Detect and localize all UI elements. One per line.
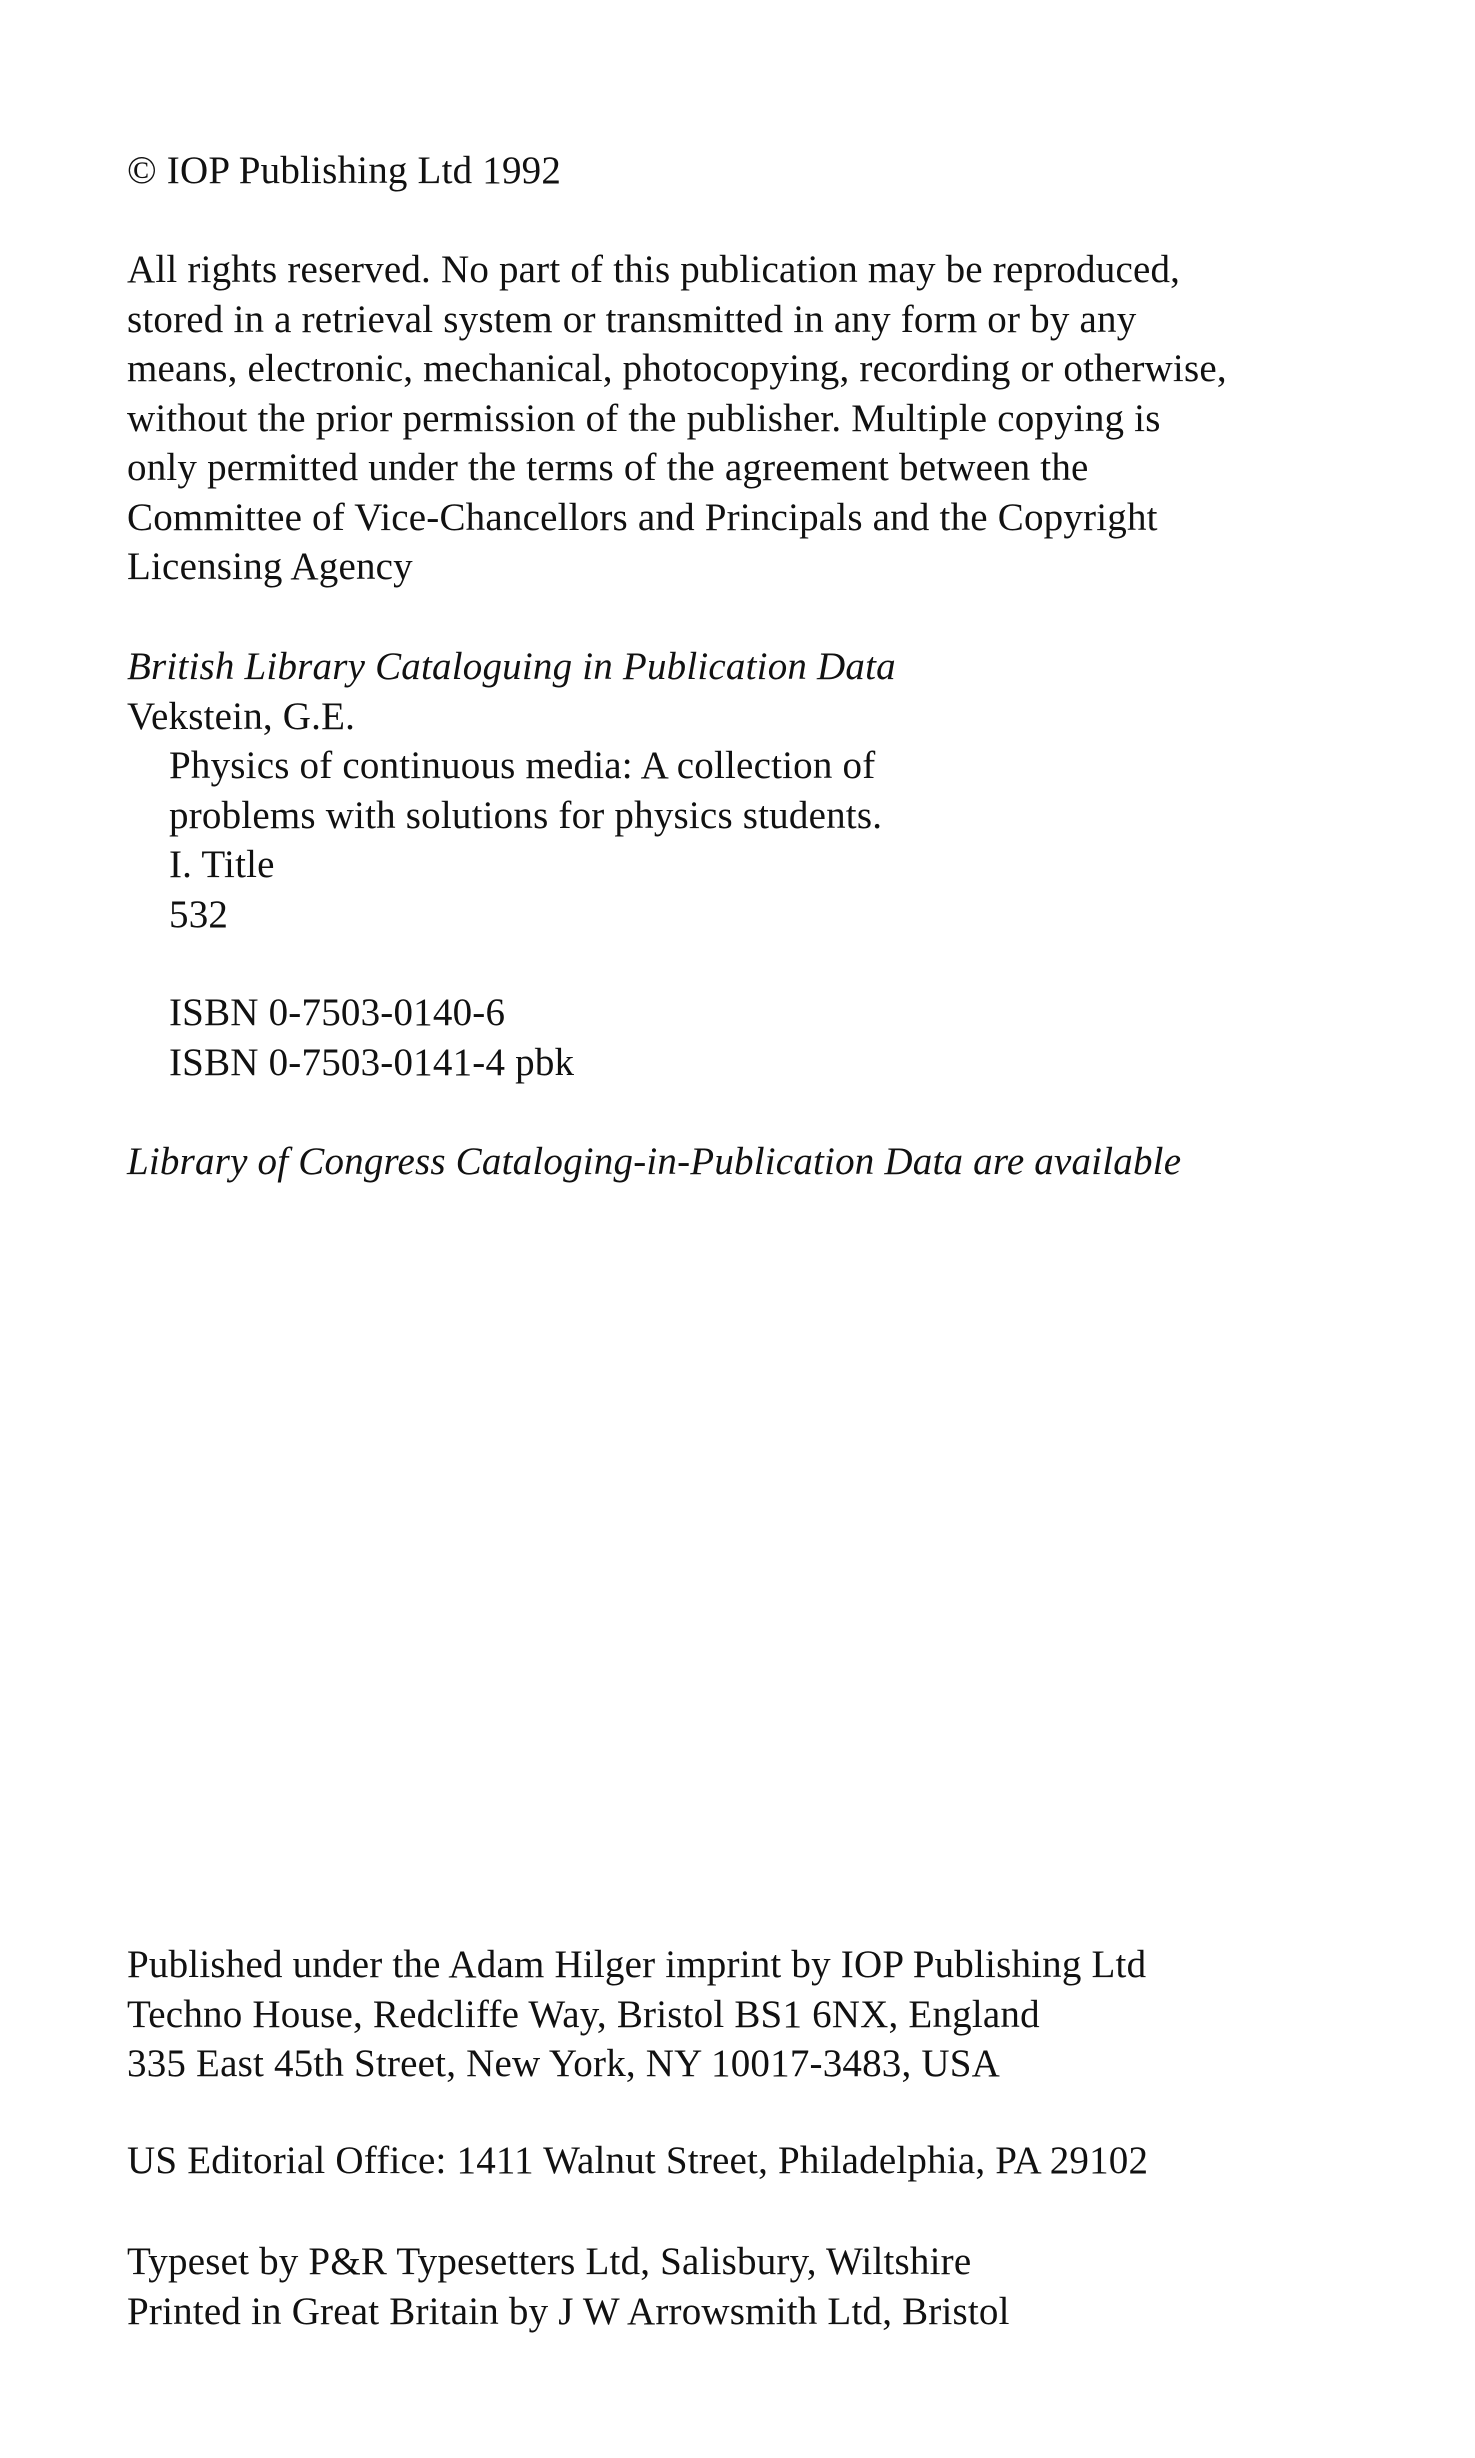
isbn-hardback: ISBN 0-7503-0140-6 xyxy=(169,991,506,1034)
rights-line: means, electronic, mechanical, photocopying, recording or otherwise, xyxy=(127,347,1227,390)
publisher-address-uk: Techno House, Redcliffe Way, Bristol BS1 6NX, England xyxy=(127,1992,1040,2036)
typeset-credit: Typeset by P&R Typesetters Ltd, Salisbury, Wiltshire xyxy=(127,2240,972,2283)
library-of-congress-note xyxy=(127,1137,1427,1187)
publisher-info xyxy=(127,1940,1427,2089)
production-credits xyxy=(127,2237,1427,2336)
printer-credit: Printed in Great Britain by J W Arrowsmith Ltd, Bristol xyxy=(127,2289,1010,2333)
editorial-office xyxy=(127,2136,1427,2186)
editorial-office-text: US Editorial Office: 1411 Walnut Street, Philadelphia, PA 29102 xyxy=(127,2139,1149,2182)
rights-line: All rights reserved. No part of this publication may be reproduced, xyxy=(127,248,1181,291)
isbn-list xyxy=(127,988,1427,1087)
library-of-congress-text: Library of Congress Cataloging-in-Publication Data are available xyxy=(127,1140,1182,1183)
isbn-paperback: ISBN 0-7503-0141-4 pbk xyxy=(169,1040,575,1084)
rights-line: only permitted under the terms of the agreement between the xyxy=(127,446,1089,489)
copyright-notice xyxy=(127,146,1427,196)
rights-line: without the prior permission of the publisher. Multiple copying is xyxy=(127,396,1161,440)
catalog-title-line: Physics of continuous media: A collection of xyxy=(169,744,876,787)
publisher-address-us: 335 East 45th Street, New York, NY 10017-3483, USA xyxy=(127,2042,1001,2085)
publisher-line: Published under the Adam Hilger imprint by IOP Publishing Ltd xyxy=(127,1943,1147,1986)
catalog-author: Vekstein, G.E. xyxy=(127,694,356,738)
copyright-line: © IOP Publishing Ltd 1992 xyxy=(127,149,562,192)
rights-line: Licensing Agency xyxy=(127,545,413,588)
catalog-title-line: problems with solutions for physics students. xyxy=(169,793,883,837)
catalog-entry: I. Title xyxy=(169,843,275,886)
rights-line: Committee of Vice-Chancellors and Principals and the Copyright xyxy=(127,495,1158,539)
rights-statement xyxy=(127,245,1427,592)
catalog-classification: 532 xyxy=(169,892,229,936)
british-library-cip xyxy=(127,642,1427,939)
british-library-heading: British Library Cataloguing in Publication Data xyxy=(127,645,896,688)
rights-line: stored in a retrieval system or transmitted in any form or by any xyxy=(127,297,1137,341)
